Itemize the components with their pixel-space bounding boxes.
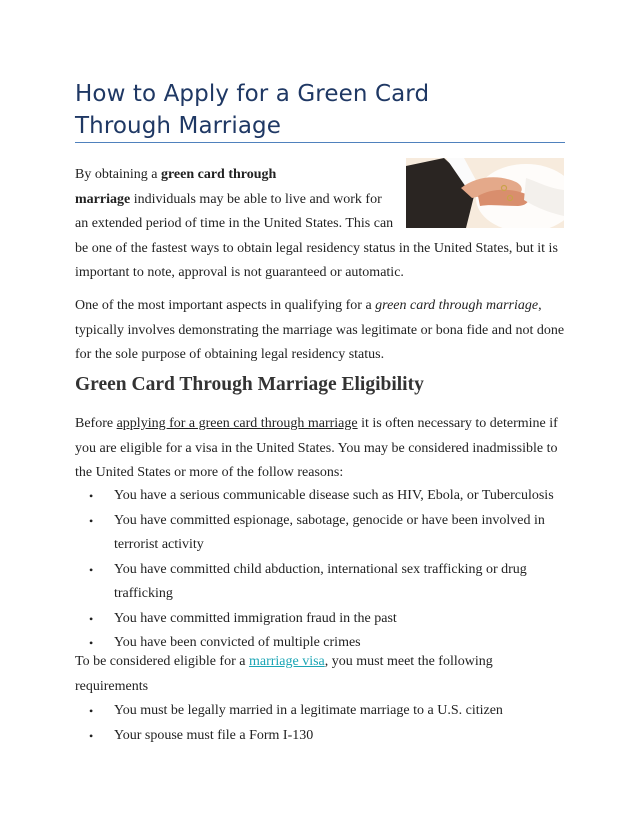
intro-text: By obtaining a <box>75 167 161 182</box>
bullet-icon: • <box>89 513 94 528</box>
intro-text: individuals may be able to live and work for <box>130 192 382 207</box>
requirements-list <box>75 699 569 748</box>
eligibility-paragraph <box>75 412 569 486</box>
intro-line-2 <box>75 188 382 213</box>
title-line-1: How to Apply for a Green Card <box>75 81 430 107</box>
paragraph-text: To be considered eligible for a <box>75 654 249 669</box>
emphasis-text: green card through marriage <box>375 298 539 313</box>
wedding-hands-illustration <box>406 158 564 228</box>
title-underline <box>75 142 565 143</box>
list-item-text: You have been convicted of multiple crimes <box>114 635 361 650</box>
bullet-icon: • <box>89 611 94 626</box>
bullet-icon: • <box>89 636 94 650</box>
list-item-text: You must be legally married in a legitimate marriage to a U.S. citizen <box>114 703 503 718</box>
paragraph-text: Before <box>75 416 117 431</box>
list-item <box>75 509 569 558</box>
paragraph-text: One of the most important aspects in qualifying for a <box>75 298 376 313</box>
intro-bold-text: marriage <box>75 192 131 207</box>
list-item-text: You have committed child abduction, international sex trafficking or drug trafficking <box>114 561 527 601</box>
list-item <box>75 724 569 749</box>
list-item-text: You have committed espionage, sabotage, genocide or have been involved in terrorist activity <box>114 512 545 552</box>
bullet-icon: • <box>89 728 94 743</box>
list-item-text: You have a serious communicable disease such as HIV, Ebola, or Tuberculosis <box>114 488 554 503</box>
marriage-visa-link[interactable]: marriage visa <box>248 654 325 669</box>
intro-bold-text: green card through <box>160 167 277 182</box>
intro-line-1 <box>75 163 276 188</box>
qualifying-paragraph <box>75 294 569 368</box>
bullet-icon: • <box>89 562 94 577</box>
section-heading: Green Card Through Marriage Eligibility <box>75 374 424 395</box>
paragraph-text: , typically involves demonstrating the marriage was legitimate or bona fide and not done for the sole purpose of obtaining legal residency status. <box>75 298 565 362</box>
wedding-hands-image <box>406 158 564 228</box>
list-item <box>75 558 569 607</box>
list-item <box>75 699 569 724</box>
requirements-paragraph <box>75 650 569 699</box>
page-title <box>75 78 575 142</box>
paragraph-text: , you must meet the following requirements <box>75 654 493 694</box>
list-item-text: Your spouse must file a Form I-130 <box>114 727 314 743</box>
inadmissible-reasons-list <box>75 484 569 656</box>
bullet-icon: • <box>89 704 94 718</box>
intro-line-3: an extended period of time in the United States. This can <box>75 216 394 231</box>
list-item-text: You have committed immigration fraud in the past <box>114 610 397 626</box>
bullet-icon: • <box>89 489 94 503</box>
apply-green-card-link[interactable]: applying for a green card through marriage <box>116 416 358 431</box>
intro-line-5: important to note, approval is not guaranteed or automatic. <box>75 265 404 280</box>
title-line-2: Through Marriage <box>75 113 281 139</box>
list-item <box>75 484 569 509</box>
paragraph-text: it is often necessary to determine if you are eligible for a visa in the United States. You may be considered inadmissible to the United States or more of the follow reasons: <box>75 416 558 480</box>
intro-line-4: be one of the fastest ways to obtain legal residency status in the United States, but it is <box>75 241 558 256</box>
list-item <box>75 607 569 632</box>
